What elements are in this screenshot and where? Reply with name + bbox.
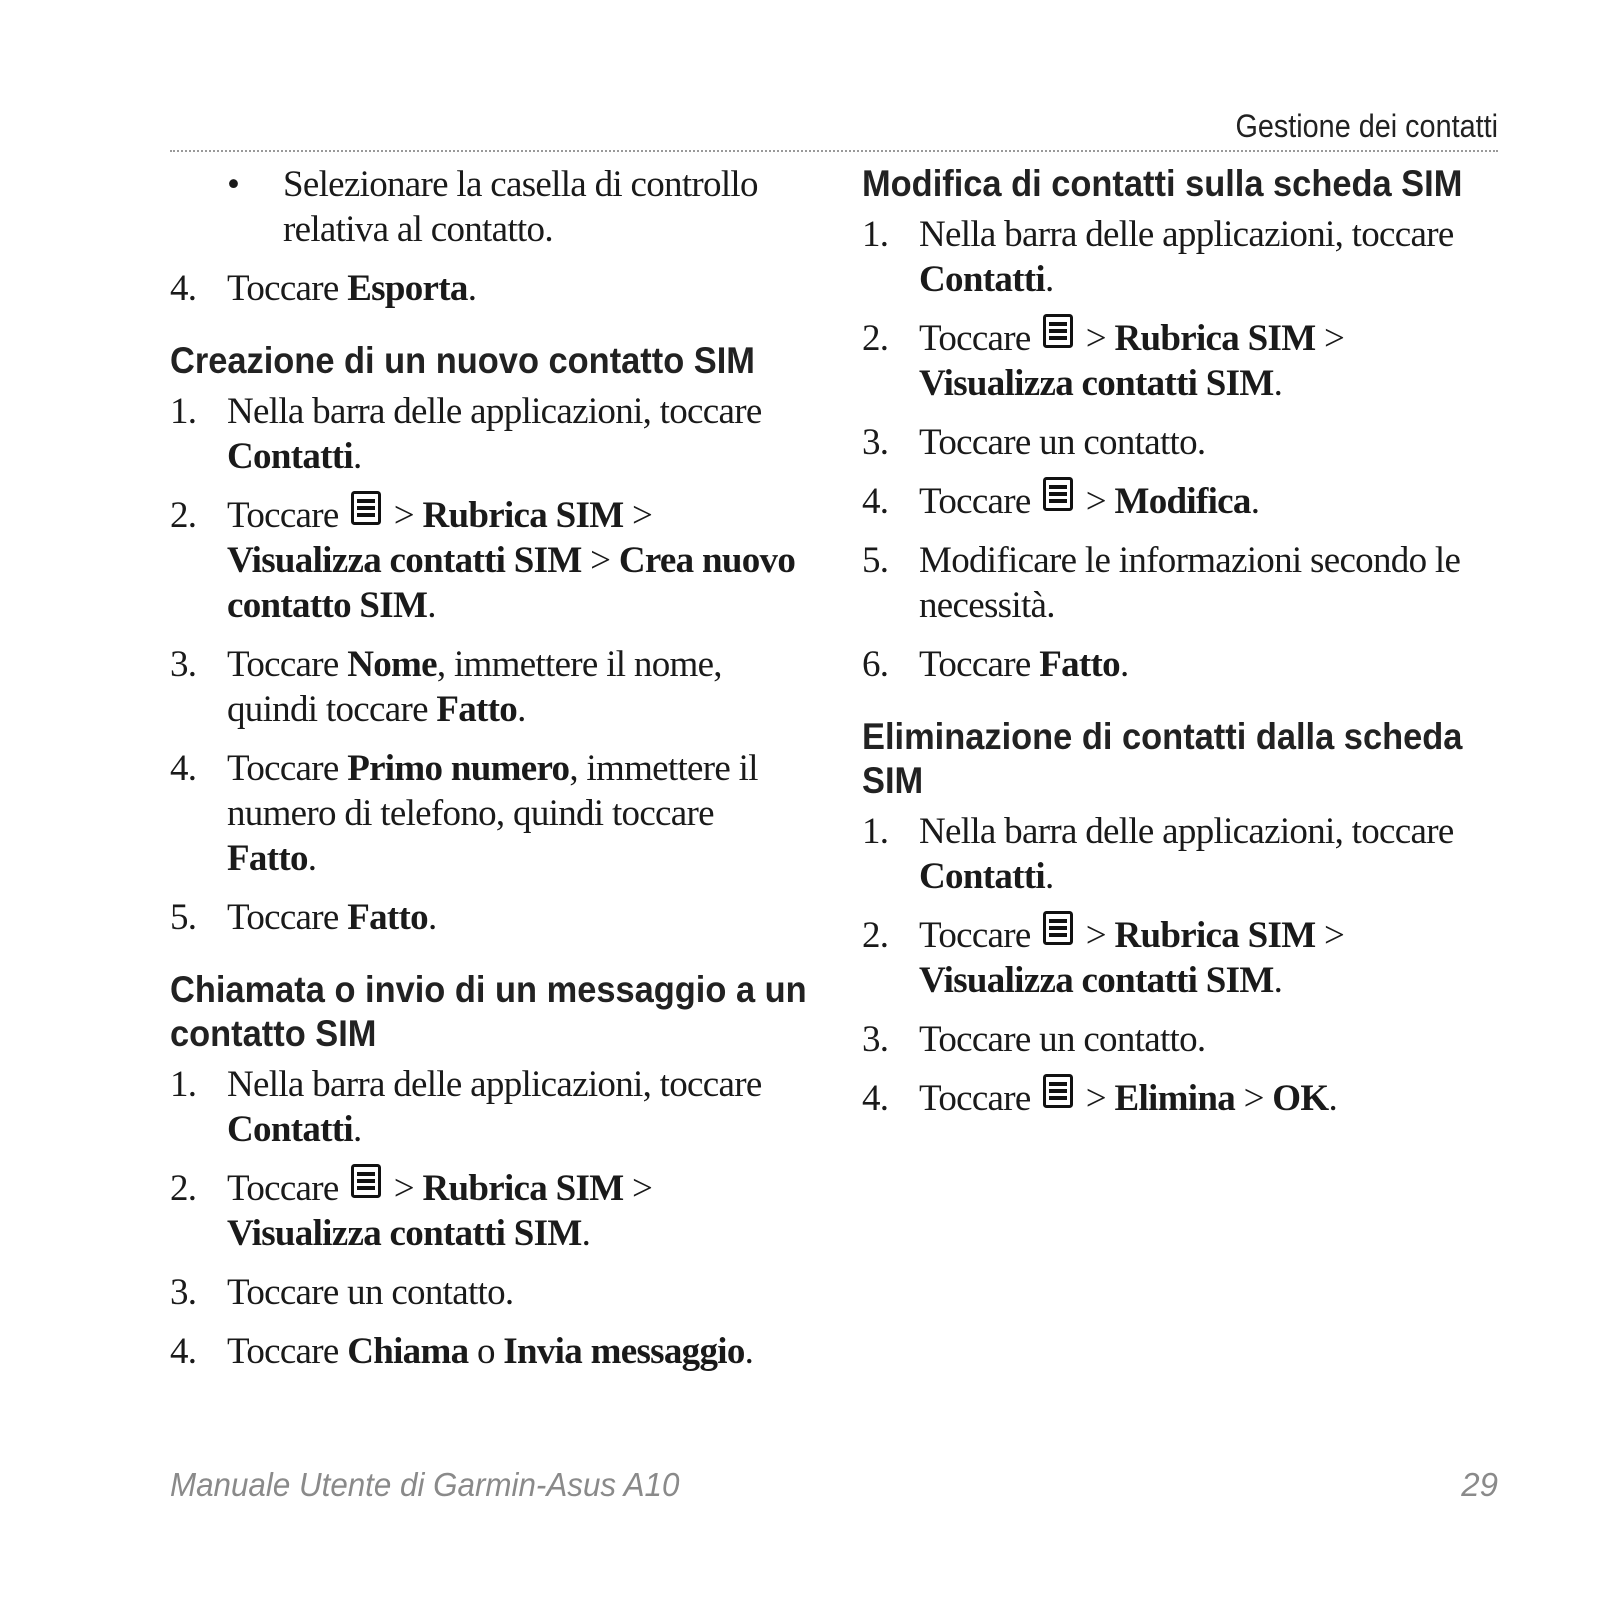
menu-icon [1043,477,1073,511]
list-item: 4. Toccare Esporta. [170,268,477,309]
section-heading-delete: Eliminazione di contatti dalla scheda SIM [862,716,1463,801]
list-item: 4. Toccare > Modifica. [862,479,1502,524]
list-item: 5. Toccare Fatto. [170,897,437,938]
list-item: 2. Toccare > Rubrica SIM > Visualizza contatti SIM > Crea nuovo contatto SIM. [170,493,810,628]
menu-icon [351,1164,381,1198]
right-column [862,162,1502,1135]
list-item: 3. Toccare un contatto. [862,422,1206,463]
list-item: • Selezionare la casella di controllo relativa al contatto. [227,164,758,250]
bullet-mark: • [227,164,240,205]
section-title: Gestione dei contatti [1235,108,1498,144]
list-item: 5. Modificare le informazioni secondo le necessità. [862,540,1461,626]
list-item: 4. Toccare Chiama o Invia messaggio. [170,1331,754,1372]
list-item: 1. Nella barra delle applicazioni, toccare Contatti. [170,391,762,477]
list-item: 4. Toccare Primo numero, immettere il numero di telefono, quindi toccare Fatto. [170,748,758,879]
list-item: 1. Nella barra delle applicazioni, toccare Contatti. [170,1064,762,1150]
menu-icon [1043,314,1073,348]
list-item: 2. Toccare > Rubrica SIM > Visualizza contatti SIM. [862,913,1502,1003]
list-item: 4. Toccare > Elimina > OK. [862,1076,1502,1121]
list-item: 1. Nella barra delle applicazioni, toccare Contatti. [862,214,1454,300]
list-item: 1. Nella barra delle applicazioni, toccare Contatti. [862,811,1454,897]
list-item: 6. Toccare Fatto. [862,644,1129,685]
section-heading-call: Chiamata o invio di un messaggio a un contatto SIM [170,969,807,1054]
section-heading-edit: Modifica di contatti sulla scheda SIM [862,163,1463,204]
list-item: 3. Toccare Nome, immettere il nome, quindi toccare Fatto. [170,644,722,730]
menu-icon [1043,911,1073,945]
left-column [170,162,810,1388]
list-item: 2. Toccare > Rubrica SIM > Visualizza contatti SIM. [170,1166,810,1256]
page-number: 29 [1461,1466,1498,1503]
list-item: 2. Toccare > Rubrica SIM > Visualizza contatti SIM. [862,316,1502,406]
list-item: 3. Toccare un contatto. [170,1272,514,1313]
menu-icon [351,491,381,525]
header-divider [170,150,1498,152]
running-header [303,108,1498,145]
section-heading-create: Creazione di un nuovo contatto SIM [170,340,755,381]
list-item: 3. Toccare un contatto. [862,1019,1206,1060]
page-footer [170,1466,1498,1504]
menu-icon [1043,1074,1073,1108]
manual-title: Manuale Utente di Garmin-Asus A10 [170,1466,680,1503]
